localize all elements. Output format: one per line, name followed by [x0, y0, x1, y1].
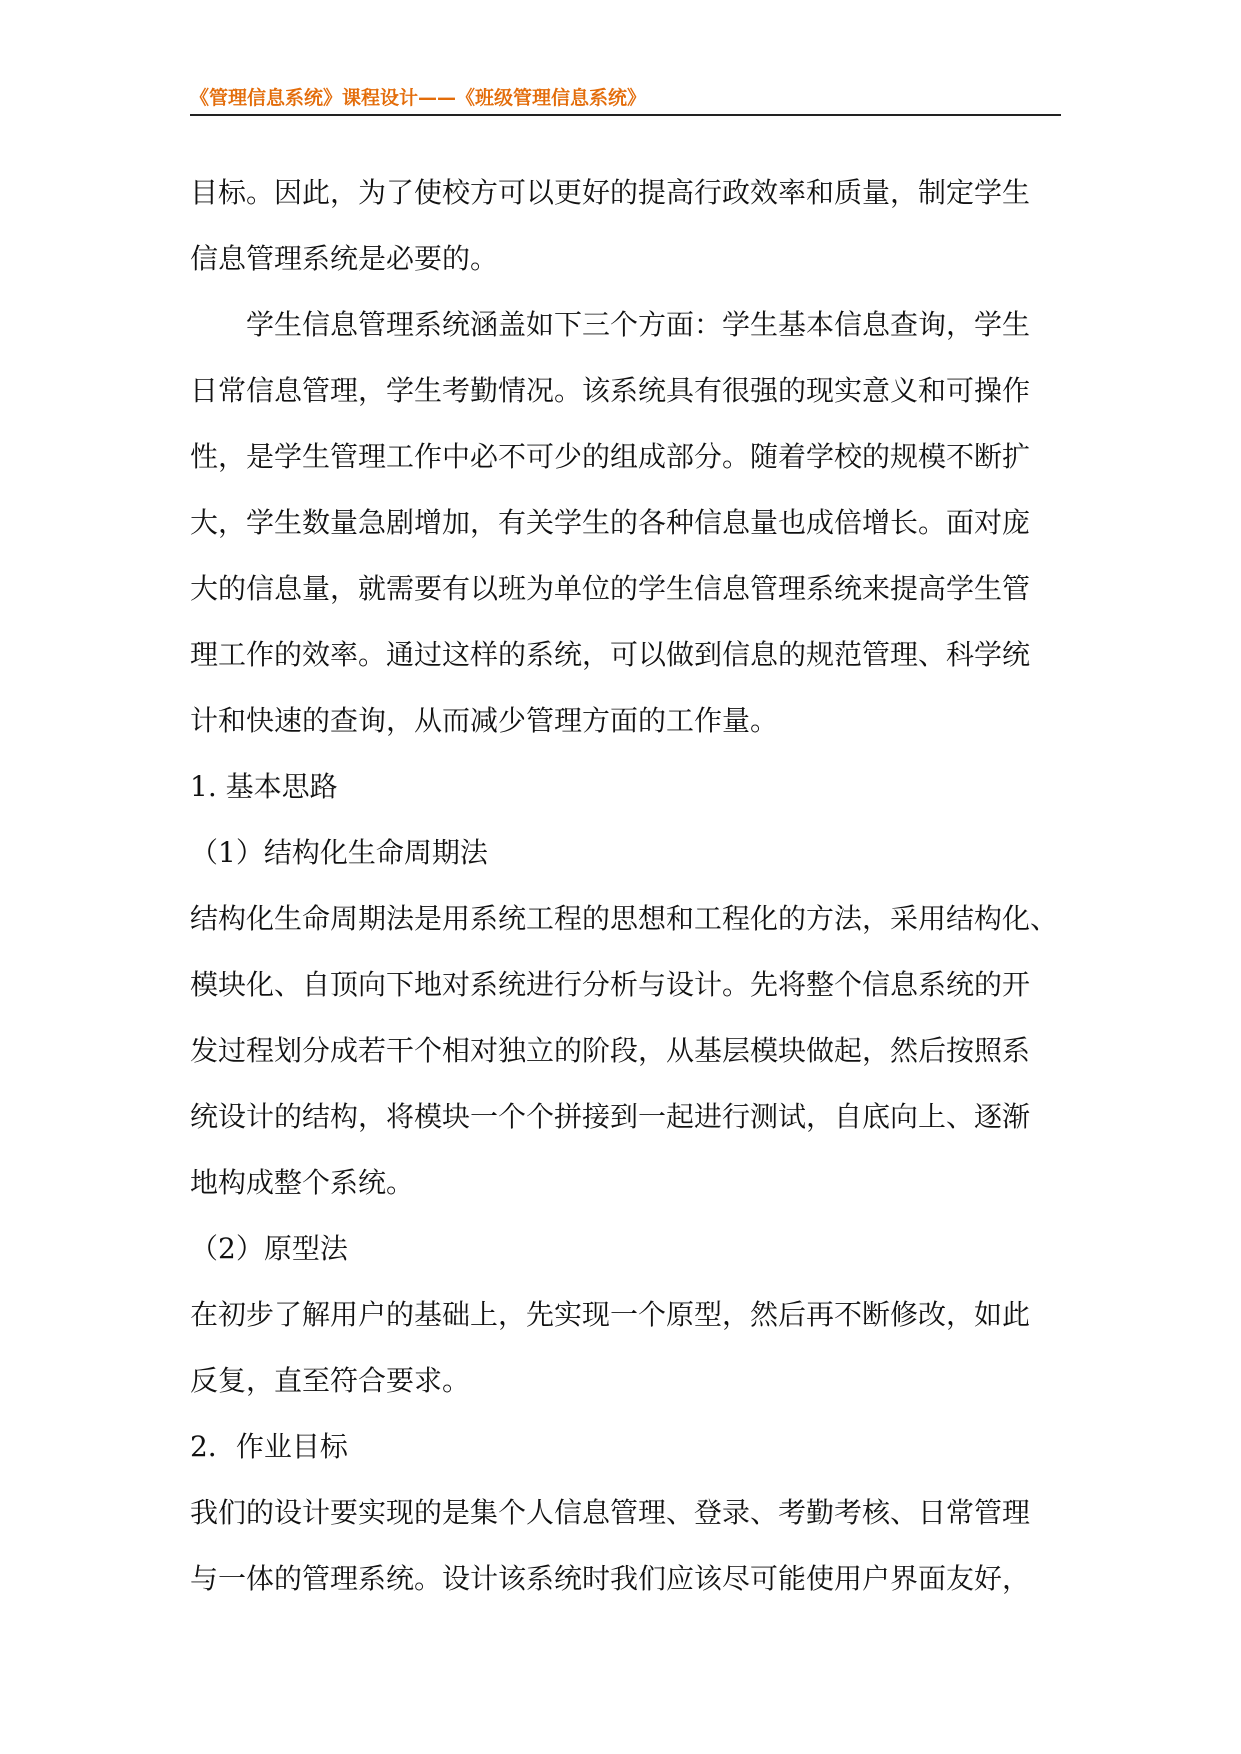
body-text-line: 在初步了解用户的基础上，先实现一个原型，然后再不断修改，如此 — [190, 1298, 1031, 1331]
body-text-line: 发过程划分成若干个相对独立的阶段，从基层模块做起，然后按照系 — [190, 1034, 1031, 1067]
header-divider — [190, 114, 1061, 116]
section-heading: 2．作业目标 — [190, 1430, 348, 1463]
subsection-heading: （2）原型法 — [190, 1232, 348, 1265]
body-text-line: 大的信息量，就需要有以班为单位的学生信息管理系统来提高学生管 — [190, 572, 1031, 605]
body-text-line: 目标。因此，为了使校方可以更好的提高行政效率和质量，制定学生 — [190, 176, 1031, 209]
subsection-heading: （1）结构化生命周期法 — [190, 836, 488, 869]
body-text-line: 大，学生数量急剧增加，有关学生的各种信息量也成倍增长。面对庞 — [190, 506, 1031, 539]
body-text-line: 计和快速的查询，从而减少管理方面的工作量。 — [190, 704, 779, 737]
body-text-line: 日常信息管理，学生考勤情况。该系统具有很强的现实意义和可操作 — [190, 374, 1031, 407]
body-text-line: 信息管理系统是必要的。 — [190, 242, 499, 275]
body-text-line: 与一体的管理系统。设计该系统时我们应该尽可能使用户界面友好， — [190, 1562, 1031, 1595]
paragraph-first-line: 学生信息管理系统涵盖如下三个方面：学生基本信息查询，学生 — [246, 308, 1031, 341]
body-text-line: 性，是学生管理工作中必不可少的组成部分。随着学校的规模不断扩 — [190, 440, 1031, 473]
body-text-line: 结构化生命周期法是用系统工程的思想和工程化的方法，采用结构化、 — [190, 902, 1059, 935]
document-body — [190, 160, 1070, 1612]
body-text-line: 理工作的效率。通过这样的系统，可以做到信息的规范管理、科学统 — [190, 638, 1031, 671]
page-header — [190, 86, 1061, 116]
body-text-line: 模块化、自顶向下地对系统进行分析与设计。先将整个信息系统的开 — [190, 968, 1031, 1001]
body-text-line: 我们的设计要实现的是集个人信息管理、登录、考勤考核、日常管理 — [190, 1496, 1031, 1529]
body-text-line: 地构成整个系统。 — [190, 1166, 415, 1199]
section-heading: 1. 基本思路 — [190, 770, 338, 803]
body-text-line: 统设计的结构，将模块一个个拼接到一起进行测试，自底向上、逐渐 — [190, 1100, 1031, 1133]
header-title: 《管理信息系统》课程设计——《班级管理信息系统》 — [190, 87, 647, 109]
body-text-line: 反复，直至符合要求。 — [190, 1364, 471, 1397]
